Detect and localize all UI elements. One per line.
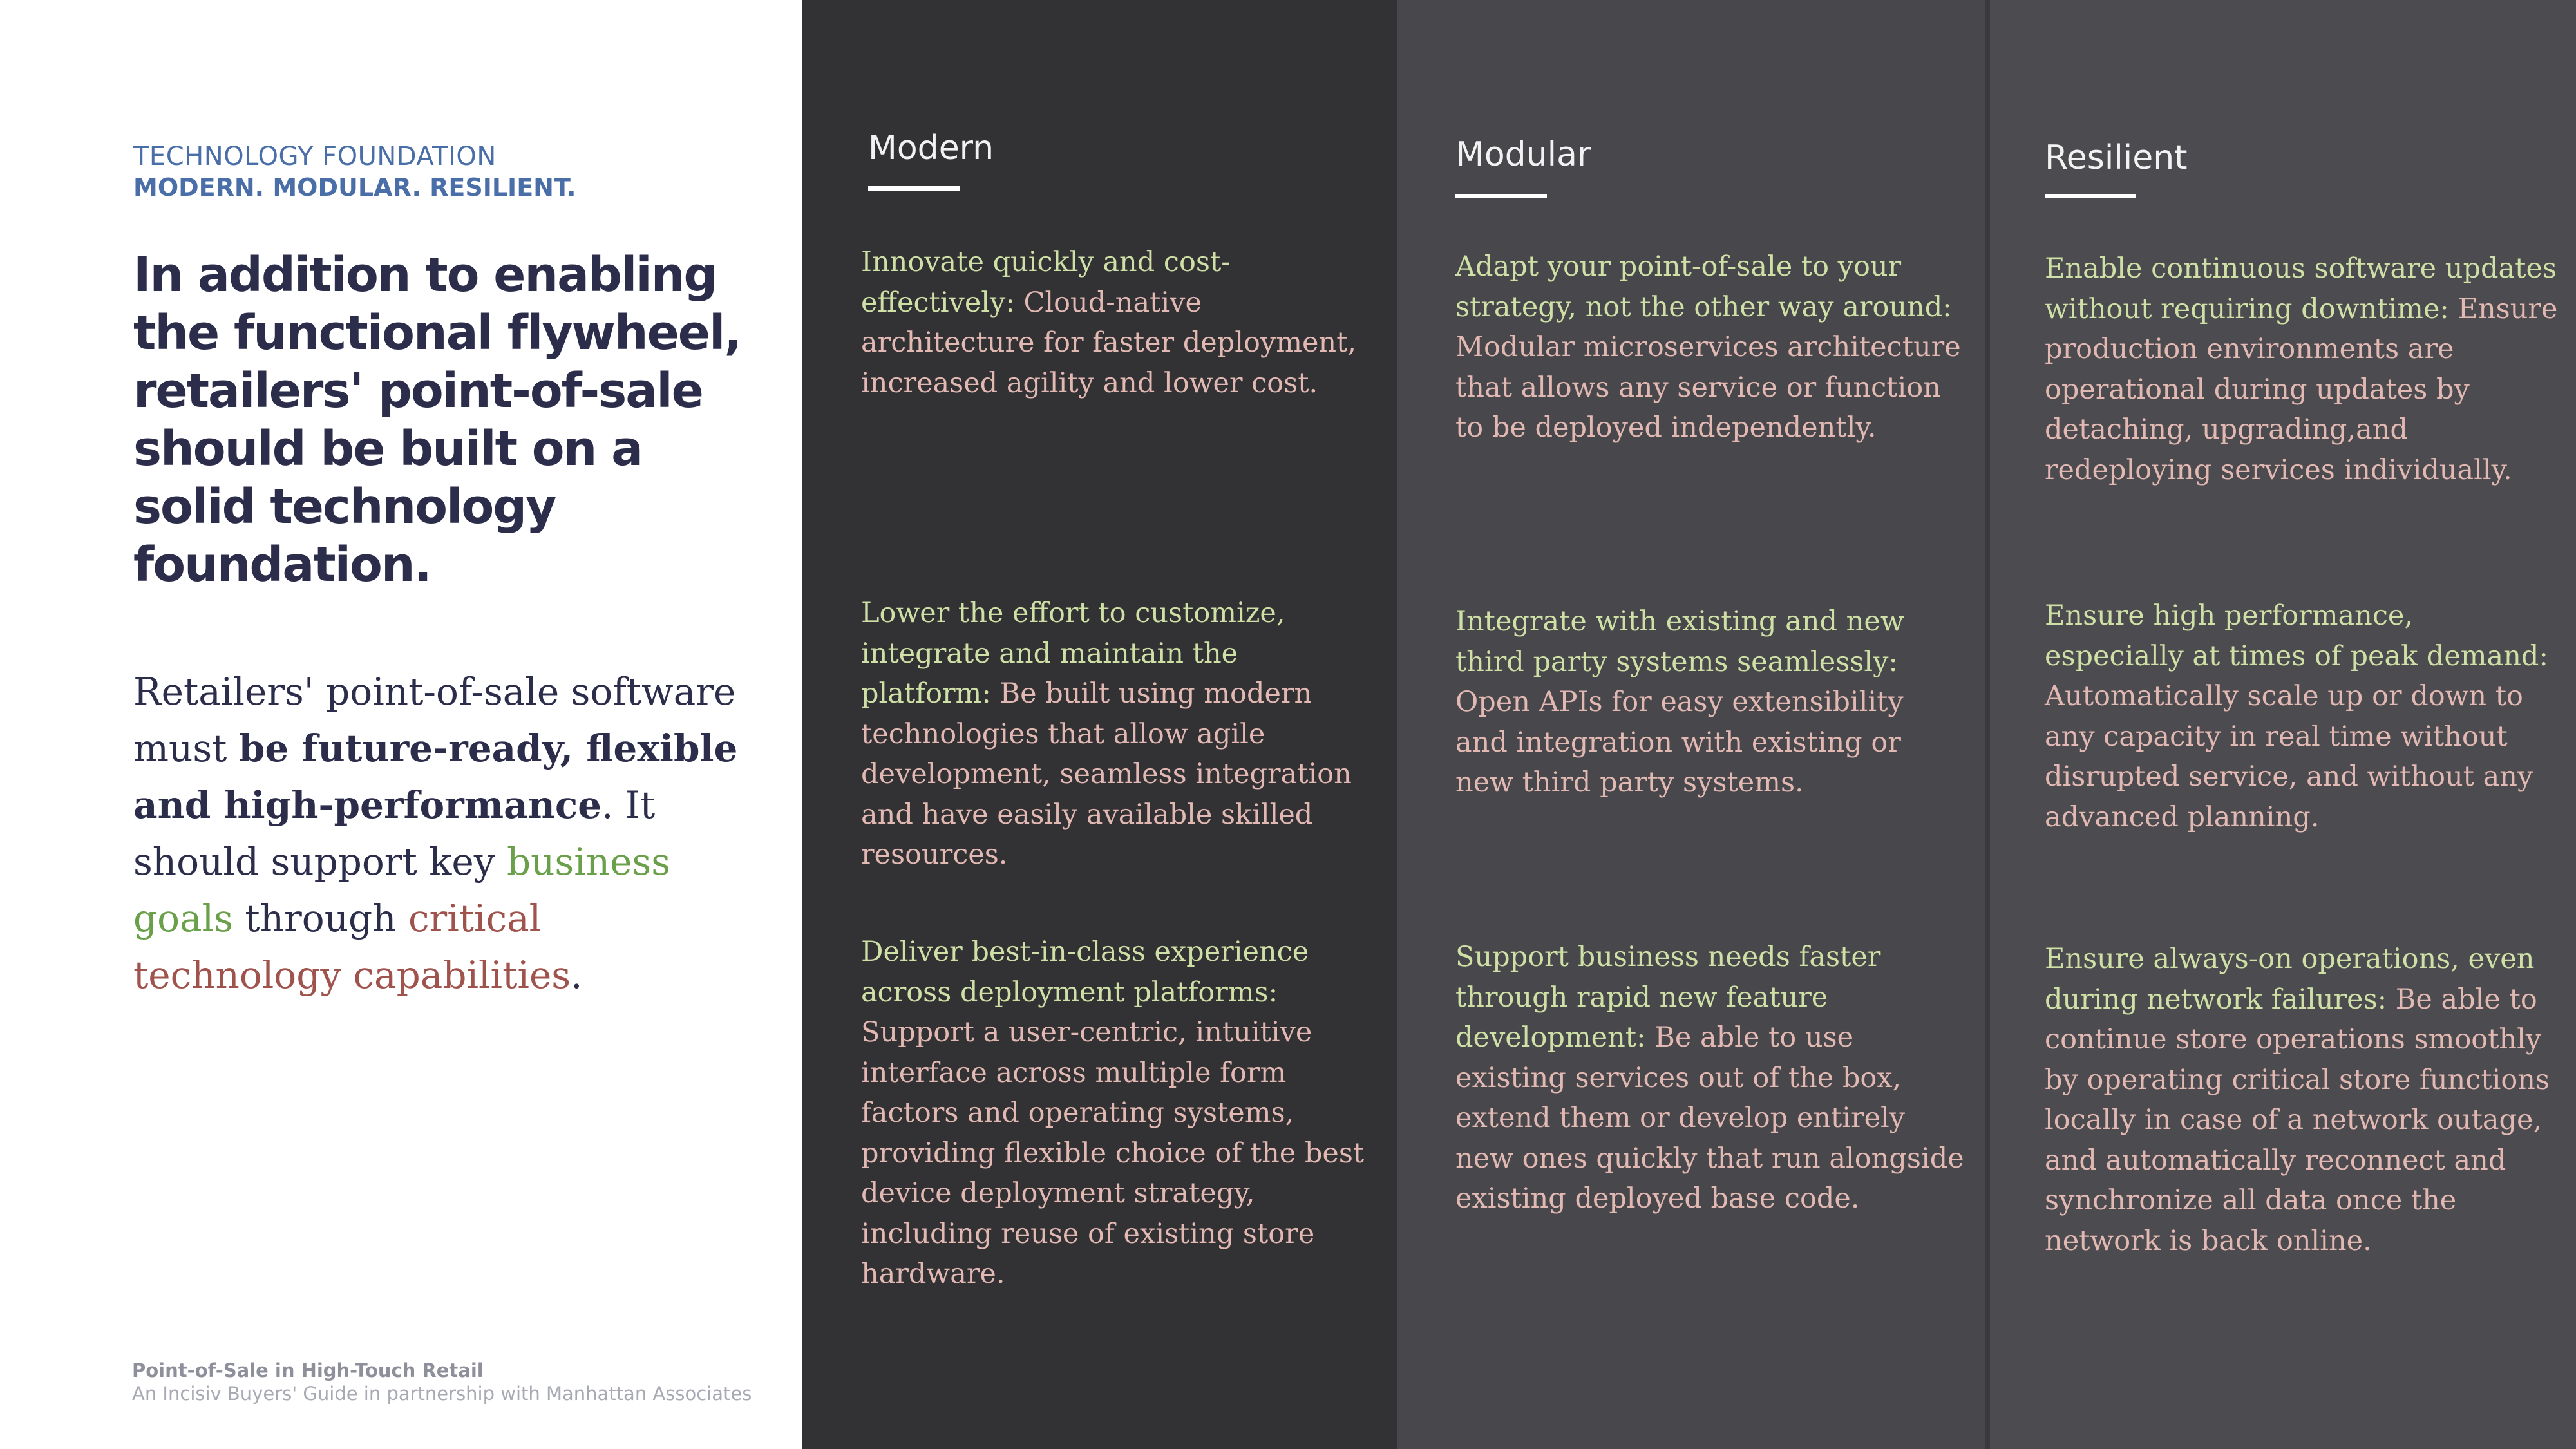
item-lead: Ensure high performance, especially at times of peak demand: [2045, 600, 2548, 672]
item-text: Be able to continue store operations smoothly by operating critical store functions locally in case of a network outage, and automatically reconnect and synchronize all data once the network is back online. [2045, 983, 2550, 1257]
intro-capabilities: critical technology capabilities [133, 896, 571, 997]
item-text: Support a user-centric, intuitive interface across multiple form factors and operating systems, providing flexible choice of the best device deployment strategy, including reuse of existing store hardware. [861, 1016, 1365, 1290]
column-item [861, 242, 1376, 403]
column-underline [2045, 194, 2136, 198]
column-item [1455, 247, 1964, 448]
item-lead: Deliver best-in-class experience across deployment platforms: [861, 936, 1309, 1009]
intro-text-1: Retailers' point-of-sale software must [133, 670, 736, 770]
item-lead: Adapt your point-of-sale to your strategy, not the other way around: [1455, 251, 1952, 323]
item-lead: Ensure always-on operations, even during network failures: [2045, 943, 2535, 1016]
footer-title: Point-of-Sale in High-Touch Retail [132, 1359, 484, 1381]
column-item [861, 593, 1376, 875]
item-lead: Enable continuous software updates without requiring downtime: [2045, 252, 2557, 325]
section-eyebrow: TECHNOLOGY FOUNDATION [133, 142, 497, 171]
item-lead: Integrate with existing and new third party systems seamlessly: [1455, 605, 1904, 678]
page-headline: In addition to enabling the functional flywheel, retailers' point-of-sale should be built on a solid technology foundation. [133, 247, 741, 592]
column-item [2045, 249, 2560, 490]
column-divider [1985, 0, 1990, 1449]
column-underline [1455, 194, 1547, 198]
column-item [1455, 601, 1964, 803]
footer-subtitle: An Incisiv Buyers' Guide in partnership with Manhattan Associates [132, 1383, 752, 1405]
intro-text-2: . It should support key [133, 783, 656, 884]
intro-emphasis: be future-ready, flexible and high-performance [133, 726, 738, 827]
column-modern [802, 0, 1397, 1449]
item-text: Be built using modern technologies that allow agile development, seamless integration and have easily available skilled resources. [861, 677, 1352, 871]
item-lead: Support business needs faster through rapid new feature development: [1455, 941, 1881, 1054]
column-item [861, 932, 1376, 1294]
item-text: Open APIs for easy extensibility and integration with existing or new third party systems. [1455, 686, 1904, 799]
item-text: Automatically scale up or down to any capacity in real time without disrupted service, and without any advanced planning. [2045, 680, 2533, 833]
column-title: Modular [1455, 135, 1591, 174]
column-title: Modern [868, 129, 994, 167]
column-modular [1397, 0, 1985, 1449]
column-item [2045, 596, 2560, 837]
item-lead: Lower the effort to customize, integrate and maintain the platform: [861, 597, 1285, 710]
intro-text-4: . [571, 953, 583, 997]
item-text: Ensure production environments are operational during updates by detaching, upgrading,and redeploying services individually. [2045, 292, 2558, 486]
item-text: Be able to use existing services out of the box, extend them or develop entirely new ones quickly that run alongside existing deployed base code. [1455, 1021, 1964, 1215]
item-lead: Innovate quickly and cost-effectively: [861, 246, 1231, 319]
item-text: Cloud-native architecture for faster deployment, increased agility and lower cost. [861, 286, 1357, 399]
left-panel [0, 0, 802, 1449]
column-item [1455, 937, 1964, 1219]
intro-paragraph [133, 663, 752, 1003]
column-resilient [1990, 0, 2576, 1449]
item-text: Modular microservices architecture that allows any service or function to be deployed independently. [1455, 331, 1961, 444]
column-title: Resilient [2045, 138, 2188, 177]
intro-business-goals: business goals [133, 840, 670, 940]
intro-text-3: through [232, 896, 408, 940]
column-underline [868, 186, 960, 191]
section-tagline: MODERN. MODULAR. RESILIENT. [133, 173, 576, 202]
column-item [2045, 939, 2560, 1261]
